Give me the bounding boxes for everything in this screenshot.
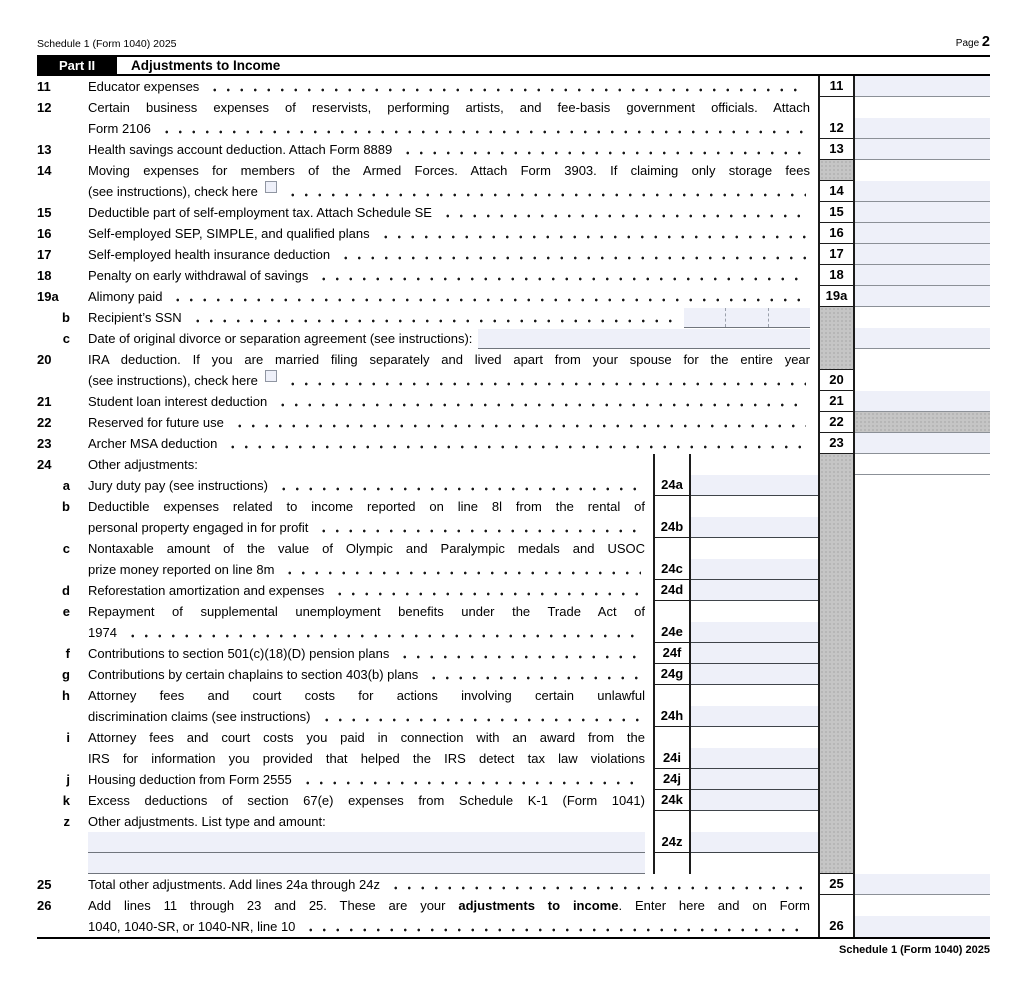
line-25-boxnum: 25 [820, 874, 853, 895]
dotted-leader [320, 706, 641, 727]
line-11-label: 11 [37, 79, 51, 94]
line-20-checkbox[interactable] [265, 370, 277, 382]
line-23-label: 23 [37, 436, 52, 451]
line-12-label: 12 [37, 100, 52, 115]
line-24k-amount-field[interactable] [691, 790, 818, 811]
line-26-row [37, 895, 990, 937]
line-15-text: Deductible part of self-employment tax. Attach Schedule SE [88, 205, 432, 220]
dotted-leader [389, 874, 806, 895]
line-24k-boxnum: 24k [655, 790, 689, 811]
line-24f-amount-field[interactable] [691, 643, 818, 664]
line-20-row [37, 349, 818, 391]
line-13-amount-field[interactable] [855, 139, 990, 160]
line-24d-amount-field[interactable] [691, 580, 818, 601]
line-24z-writein-2[interactable] [88, 853, 645, 874]
line-21-boxnum: 21 [820, 391, 853, 412]
line-24c-row [37, 538, 818, 580]
line-24g-boxnum: 24g [655, 664, 689, 685]
line-24h-label: h [62, 688, 70, 703]
line-23-row [37, 433, 990, 454]
line-18-amount-field[interactable] [855, 265, 990, 286]
line-16-amount-field[interactable] [855, 223, 990, 244]
line-24z-boxnum: 24z [655, 832, 689, 853]
line-26-label: 26 [37, 898, 52, 913]
line-22-reserved-cell [855, 412, 990, 433]
line-14-amount-field[interactable] [855, 181, 990, 202]
dotted-leader [301, 769, 641, 790]
line-18-row [37, 265, 990, 286]
dotted-leader [191, 307, 680, 328]
line-24k-text: Excess deductions of section 67(e) expenses from Schedule K-1 (Form 1041) [88, 793, 645, 808]
line-26-text-2: 1040, 1040-SR, or 1040-NR, line 10 [88, 919, 296, 934]
line-24j-label: j [66, 772, 70, 787]
page-indicator [956, 34, 990, 50]
line-24i-boxnum: 24i [655, 748, 689, 769]
line-17-amount-field[interactable] [855, 244, 990, 265]
line-11-text: Educator expenses [88, 79, 200, 94]
line-24h-row [37, 685, 818, 727]
line-22-text: Reserved for future use [88, 415, 224, 430]
line-19b-text: Recipient’s SSN [88, 310, 182, 325]
line-24b-amount-field[interactable] [691, 517, 818, 538]
line-14-text-1: Moving expenses for members of the Armed Forces. Attach Form 3903. If claiming only storage fees [88, 163, 810, 178]
line-24b-row [37, 496, 818, 538]
dotted-leader [317, 517, 641, 538]
dotted-leader [283, 559, 641, 580]
dotted-leader [160, 118, 806, 139]
line-24z-label: z [63, 814, 70, 829]
line-24i-text-1: Attorney fees and court costs you paid in connection with an award from the [88, 730, 645, 745]
line-24b-text-2: personal property engaged in for profit [88, 520, 309, 535]
dotted-leader [379, 223, 806, 244]
line-24e-boxnum: 24e [655, 622, 689, 643]
line-26-boxnum: 26 [829, 918, 844, 933]
line-24c-label: c [62, 541, 70, 556]
line-24b-boxnum: 24b [655, 517, 689, 538]
line-24i-label: i [66, 730, 70, 745]
line-24d-text: Reforestation amortization and expenses [88, 583, 325, 598]
line-25-amount-field[interactable] [855, 874, 990, 895]
line-24e-text-1: Repayment of supplemental unemployment benefits under the Trade Act of [88, 604, 645, 619]
line-24i-text-2: IRS for information you provided that helped the IRS detect tax law violations [88, 751, 645, 766]
line-24c-boxnum: 24c [655, 559, 689, 580]
line-23-amount-field[interactable] [855, 433, 990, 454]
line-24e-amount-field[interactable] [691, 622, 818, 643]
line-25-row [37, 874, 990, 895]
line-24z-amount-field[interactable] [691, 832, 818, 853]
line-15-label: 15 [37, 205, 52, 220]
line-24g-amount-field[interactable] [691, 664, 818, 685]
line-19c-row [37, 328, 818, 349]
recipient-ssn-field[interactable] [684, 308, 810, 328]
line-24h-text-1: Attorney fees and court costs for actions involving certain unlawful [88, 688, 645, 703]
line-24i-row [37, 727, 818, 769]
line-24k-row [37, 790, 818, 811]
line-22-row [37, 412, 990, 433]
line-24f-text: Contributions to section 501(c)(18)(D) pension plans [88, 646, 390, 661]
line-16-label: 16 [37, 226, 52, 241]
line-17-row [37, 244, 990, 265]
page-number: 2 [981, 34, 990, 50]
line-18-label: 18 [37, 268, 52, 283]
line-17-text: Self-employed health insurance deduction [88, 247, 331, 262]
line-12-text-1: Certain business expenses of reservists, performing artists, and fee-basis government officials. Attach [88, 100, 810, 115]
line-24h-amount-field[interactable] [691, 706, 818, 727]
shaded-cell [820, 307, 853, 370]
line-18-boxnum: 18 [820, 265, 853, 286]
line-24a-row [37, 475, 818, 496]
line-19c-label: c [62, 331, 70, 346]
line-24c-text-1: Nontaxable amount of the value of Olympic and Paralympic medals and USOC [88, 541, 645, 556]
line-20-text-2: (see instructions), check here [88, 373, 258, 388]
line-20-label: 20 [37, 352, 52, 367]
line-24d-boxnum: 24d [655, 580, 689, 601]
dotted-leader [226, 433, 806, 454]
page-word: Page [955, 38, 980, 49]
line-14-boxnum: 14 [820, 181, 853, 202]
dotted-leader [233, 412, 806, 433]
line-20-boxnum: 20 [820, 370, 853, 391]
line-24c-amount-field[interactable] [691, 559, 818, 580]
line-15-row [37, 202, 990, 223]
line-19a-label: 19a [37, 289, 59, 304]
part-ii-header [37, 55, 990, 76]
dotted-leader [304, 916, 806, 937]
line-12-amount-field[interactable] [855, 118, 990, 139]
line-14-label: 14 [37, 163, 52, 178]
line-21-amount-field[interactable] [855, 391, 990, 412]
line-24e-text-2: 1974 [88, 625, 117, 640]
lines-19b-20-section [37, 307, 990, 391]
line-26-text-1: Add lines 11 through 23 and 25. These are your adjustments to income. Enter here and on Form [88, 898, 810, 913]
line-24a-boxnum: 24a [655, 475, 689, 496]
line-24j-text: Housing deduction from Form 2555 [88, 772, 292, 787]
line-13-row [37, 139, 990, 160]
line-11-boxnum: 11 [820, 76, 853, 97]
line-12-row [37, 97, 990, 139]
line-19b-row [37, 307, 818, 328]
line-24b-text-1: Deductible expenses related to income reported on line 8l from the rental of [88, 499, 645, 514]
line-21-row [37, 391, 990, 412]
line-25-label: 25 [37, 877, 52, 892]
line-21-label: 21 [37, 394, 52, 409]
line-11-row [37, 76, 990, 97]
line-24h-boxnum: 24h [655, 706, 689, 727]
line-15-boxnum: 15 [820, 202, 853, 223]
line-19a-row [37, 286, 990, 307]
line-24e-row [37, 601, 818, 643]
line-19a-amount-field[interactable] [855, 286, 990, 307]
line-24-label: 24 [37, 457, 52, 472]
line-19a-text: Alimony paid [88, 289, 163, 304]
dotted-leader [276, 391, 806, 412]
line-24g-label: g [62, 667, 70, 682]
dotted-leader [171, 286, 806, 307]
line-13-text: Health savings account deduction. Attach Form 8889 [88, 142, 393, 157]
dotted-leader [126, 622, 641, 643]
line-24d-row [37, 580, 818, 601]
line-17-label: 17 [37, 247, 52, 262]
line-24h-text-2: discrimination claims (see instructions) [88, 709, 311, 724]
line-24g-row [37, 664, 818, 685]
dotted-leader [398, 643, 641, 664]
line-13-label: 13 [37, 142, 52, 157]
line-24f-label: f [65, 646, 70, 661]
dotted-leader [286, 181, 806, 202]
line-14-checkbox[interactable] [265, 181, 277, 193]
dotted-leader [401, 139, 806, 160]
dotted-leader [427, 664, 641, 685]
line-20-amount-field[interactable] [855, 328, 990, 349]
line-24z-row [37, 811, 818, 874]
line-23-text: Archer MSA deduction [88, 436, 218, 451]
line-20-text-1: IRA deduction. If you are married filing separately and lived apart from your spouse for the entire year [88, 352, 810, 367]
dotted-leader [441, 202, 806, 223]
part-ii-badge: Part II [37, 57, 117, 74]
line-24j-boxnum: 24j [655, 769, 689, 790]
adjustments-table [37, 76, 990, 939]
line-21-text: Student loan interest deduction [88, 394, 268, 409]
line-19a-boxnum: 19a [820, 286, 853, 307]
line-22-boxnum: 22 [820, 412, 853, 433]
dotted-leader [333, 580, 641, 601]
line-24d-label: d [62, 583, 70, 598]
line-19b-label: b [62, 310, 70, 325]
line-14-text-2: (see instructions), check here [88, 184, 258, 199]
line-17-boxnum: 17 [820, 244, 853, 265]
line-12-boxnum: 12 [820, 118, 853, 139]
line-22-label: 22 [37, 415, 52, 430]
line-24j-row [37, 769, 818, 790]
line-24-row [37, 454, 818, 475]
line-24i-amount-field[interactable] [691, 748, 818, 769]
line-24b-label: b [62, 499, 70, 514]
line-24e-label: e [62, 604, 70, 619]
line-13-boxnum: 13 [820, 139, 853, 160]
line-26-amount-field[interactable] [855, 916, 990, 937]
dotted-leader [339, 244, 806, 265]
line-16-text: Self-employed SEP, SIMPLE, and qualified plans [88, 226, 370, 241]
dotted-leader [286, 370, 806, 391]
line-24k-label: k [62, 793, 70, 808]
line-24a-text: Jury duty pay (see instructions) [88, 478, 268, 493]
line-24f-row [37, 643, 818, 664]
line-25-text: Total other adjustments. Add lines 24a through 24z [88, 877, 380, 892]
line-19c-text: Date of original divorce or separation agreement (see instructions): [88, 331, 473, 346]
dotted-leader [277, 475, 641, 496]
line-24-text: Other adjustments: [88, 457, 198, 472]
line-24g-text: Contributions by certain chaplains to section 403(b) plans [88, 667, 419, 682]
line-24-section [37, 454, 990, 874]
line-11-amount-field[interactable] [855, 76, 990, 97]
dotted-leader [317, 265, 806, 286]
line-24z-writein-1[interactable] [88, 832, 645, 853]
adjustments-to-income-bold: adjustments to income [458, 898, 619, 913]
divorce-date-field[interactable] [478, 329, 810, 349]
line-15-amount-field[interactable] [855, 202, 990, 223]
line-24c-text-2: prize money reported on line 8m [88, 562, 275, 577]
shaded-cell [820, 160, 853, 181]
part-ii-title: Adjustments to Income [131, 58, 281, 73]
line-23-boxnum: 23 [820, 433, 853, 454]
footer-form-id: Schedule 1 (Form 1040) 2025 [838, 944, 990, 956]
line-24a-label: a [62, 478, 70, 493]
line-24f-boxnum: 24f [655, 643, 689, 664]
line-24j-amount-field[interactable] [691, 769, 818, 790]
page-header [37, 34, 990, 50]
line-18-text: Penalty on early withdrawal of savings [88, 268, 309, 283]
line-24z-text: Other adjustments. List type and amount: [88, 814, 326, 829]
line-24a-amount-field[interactable] [691, 475, 818, 496]
line-12-text-2: Form 2106 [88, 121, 151, 136]
dotted-leader [208, 76, 806, 97]
form-id-text: Schedule 1 (Form 1040) 2025 [37, 38, 177, 50]
line-14-row [37, 160, 990, 202]
line-16-row [37, 223, 990, 244]
line-16-boxnum: 16 [820, 223, 853, 244]
shaded-cell [820, 454, 853, 874]
